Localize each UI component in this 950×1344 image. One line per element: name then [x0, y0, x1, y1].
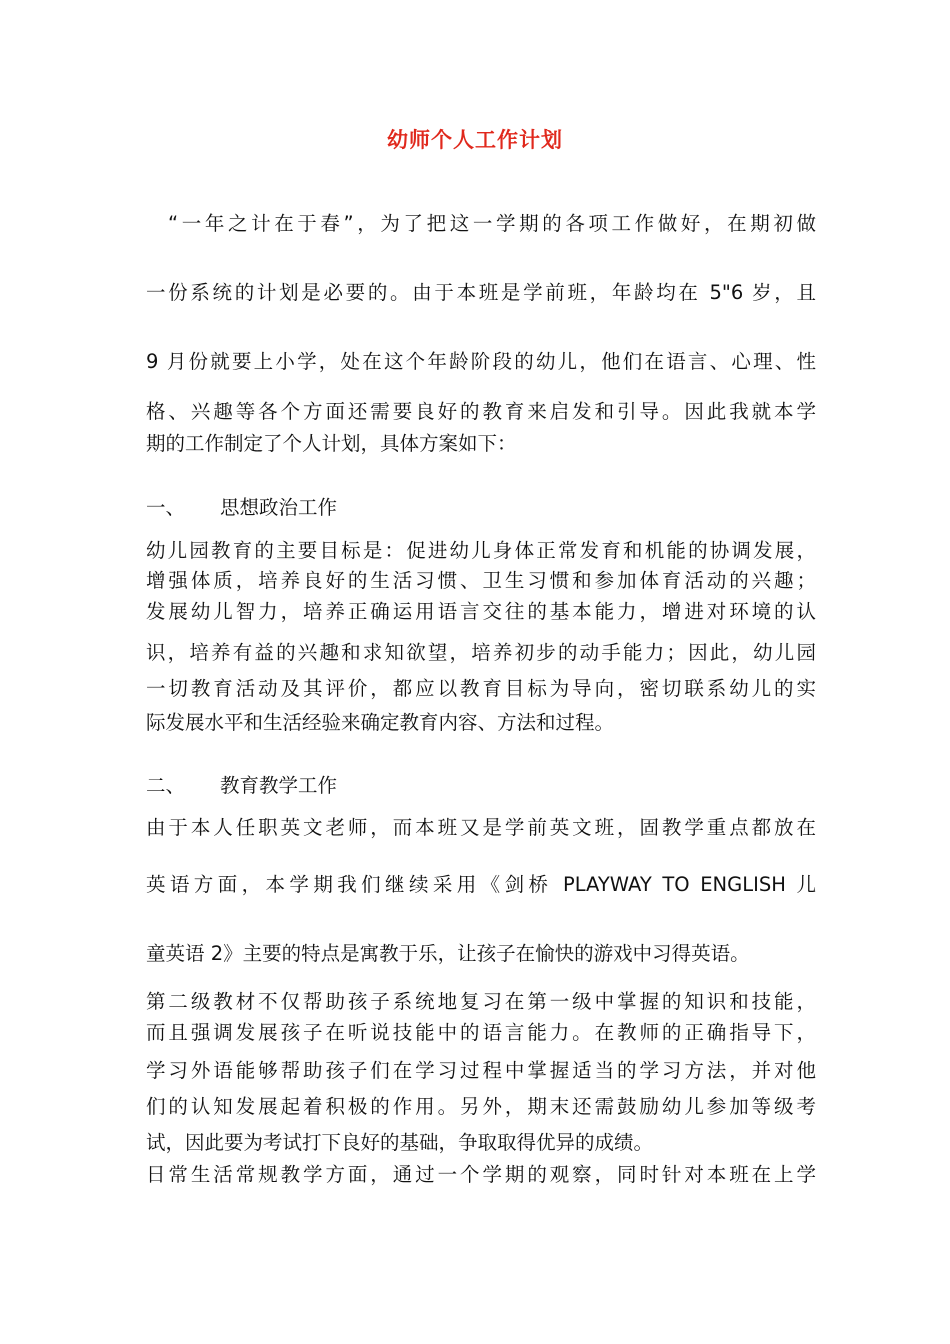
body-line: 识，培养有益的兴趣和求知欲望，培养初步的动手能力；因此，幼儿园	[146, 641, 816, 664]
body-line: 学习外语能够帮助孩子们在学习过程中掌握适当的学习方法，并对他	[146, 1059, 816, 1082]
body-line: 英语方面，本学期我们继续采用《剑桥 PLAYWAY TO ENGLISH 儿	[146, 873, 816, 896]
intro-line: 一份系统的计划是必要的。由于本班是学前班，年龄均在 5"6 岁，且	[146, 281, 816, 304]
section-title: 思想政治工作	[220, 496, 338, 519]
body-line: 一切教育活动及其评价，都应以教育目标为导向，密切联系幼儿的实	[146, 677, 816, 700]
body-line: 由于本人任职英文老师，而本班又是学前英文班，固教学重点都放在	[146, 816, 816, 839]
body-line: 第二级教材不仅帮助孩子系统地复习在第一级中掌握的知识和技能，	[146, 990, 816, 1013]
intro-line: 格、兴趣等各个方面还需要良好的教育来启发和引导。因此我就本学	[146, 400, 816, 423]
body-line: 试，因此要为考试打下良好的基础，争取取得优异的成绩。	[146, 1131, 654, 1154]
body-line: 而且强调发展孩子在听说技能中的语言能力。在教师的正确指导下，	[146, 1021, 816, 1044]
body-line: 日常生活常规教学方面，通过一个学期的观察，同时针对本班在上学	[146, 1163, 816, 1186]
body-line: 发展幼儿智力，培养正确运用语言交往的基本能力，增进对环境的认	[146, 600, 816, 623]
body-line: 增强体质，培养良好的生活习惯、卫生习惯和参加体育活动的兴趣；	[146, 569, 816, 592]
section-heading-2	[146, 770, 337, 798]
section-number: 一、	[146, 496, 186, 519]
intro-line: 期的工作制定了个人计划，具体方案如下：	[146, 432, 517, 455]
section-title: 教育教学工作	[220, 774, 338, 797]
section-number: 二、	[146, 774, 186, 797]
body-line: 们的认知发展起着积极的作用。另外，期末还需鼓励幼儿参加等级考	[146, 1095, 816, 1118]
intro-line: “一年之计在于春”，为了把这一学期的各项工作做好，在期初做	[168, 212, 816, 235]
body-line: 际发展水平和生活经验来确定教育内容、方法和过程。	[146, 711, 615, 734]
intro-line: 9 月份就要上小学，处在这个年龄阶段的幼儿，他们在语言、心理、性	[146, 350, 816, 373]
section-heading-1	[146, 492, 337, 520]
document-title: 幼师个人工作计划	[387, 127, 563, 152]
body-line: 幼儿园教育的主要目标是：促进幼儿身体正常发育和机能的协调发展，	[146, 539, 816, 562]
body-line: 童英语 2》主要的特点是寓教于乐，让孩子在愉快的游戏中习得英语。	[146, 942, 750, 965]
